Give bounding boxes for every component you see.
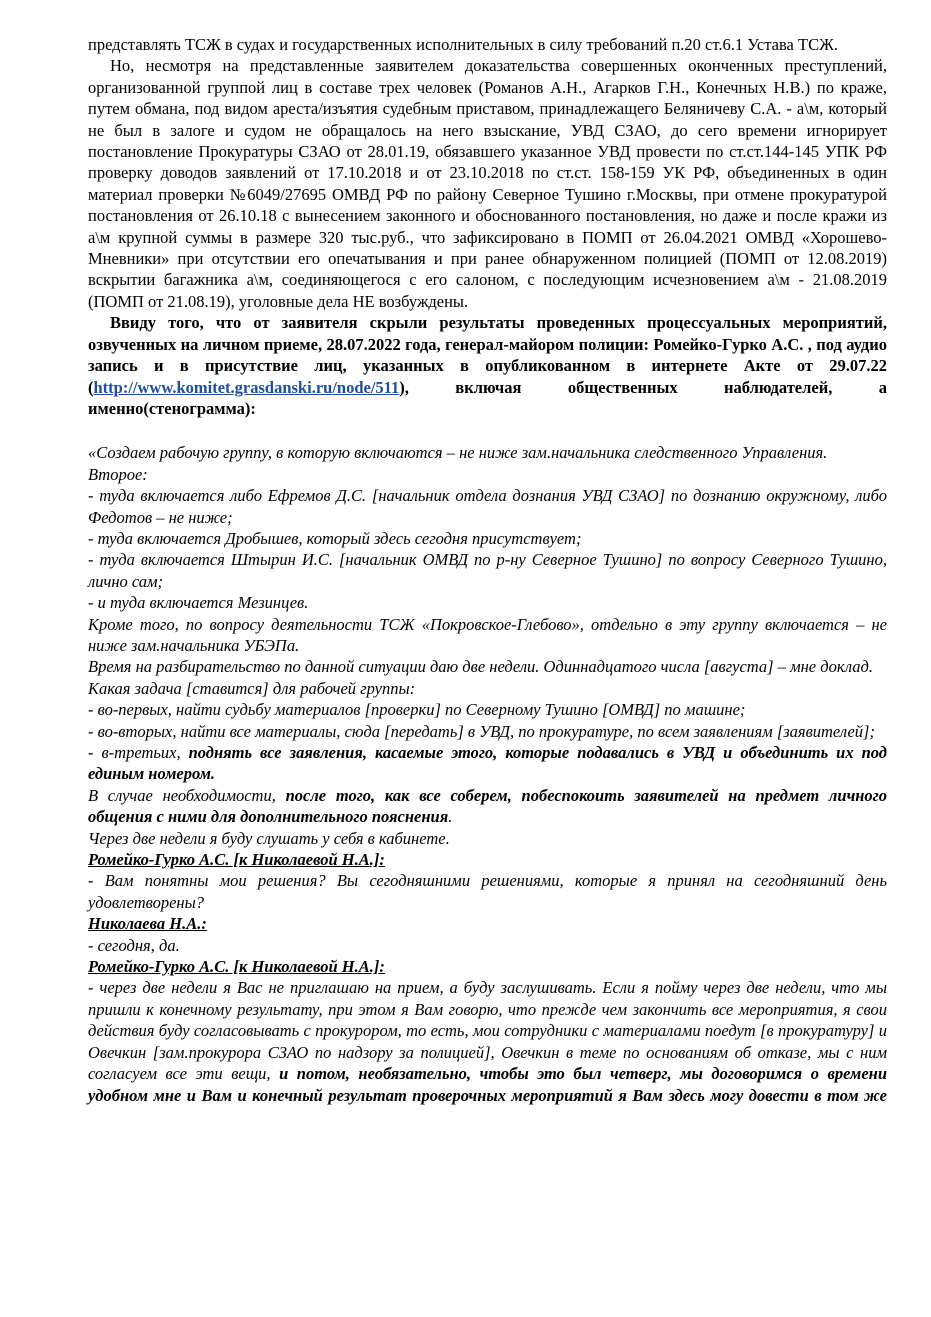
paragraph-2: Но, несмотря на представленные заявителем доказательства совершенных оконченных преступлений, организованной группой лиц в составе трех человек (Романов А.Н., Агарков Г.Н., Конечных Н.В.) по краже, путем обмана, под видом ареста/изъятия судебным приставом, принадлежащего Беляничеву С.А. - а\м, который не был в залоге и судом не обращалось на него взыскание, УВД СЗАО, до сего времени игнорирует постановление Прокуратуры СЗАО от 28.01.19, обязавшего указанное УВД провести по ст.ст.144-145 УПК РФ проверку доводов заявлений от 17.10.2018 и от 23.10.2018 по ст.ст. 158-159 УК РФ, объединенных в один материал проверки №6049/27695 ОМВД РФ по району Северное Тушино г.Москвы, при отмене прокуратурой постановления от 26.10.18 с вынесением законного и обоснованного постановления, но даже и после кражи из а\м крупной суммы в размере 320 тыс.руб., что зафиксировано в ПОМП от 26.04.2021 ОМВД «Хорошево-Мневники» при отсутствии его опечатывания и при ранее обнаруженном полицией (ПОМП от 12.08.2019) вскрытии багажника а\м, соединяющегося с его салоном, с последующим исчезновением а\м - 21.08.2019 (ПОМП от 21.08.19), уголовные дела НЕ возбуждены. [88, 56, 887, 311]
transcript-line-17 [88, 977, 887, 1105]
transcript-line-11: - во-вторых, найти все материалы, сюда [передать] в УВД, по прокуратуре, по всем заявлениям [заявителей]; [88, 721, 875, 741]
document-page [88, 34, 887, 1106]
speaker-label-2: Николаева Н.А.: [88, 914, 207, 934]
transcript-line-12-b: поднять все заявления, касаемые этого, которые подавались в УВД и объединить их под единым номером. [88, 743, 887, 784]
paragraph-3 [88, 312, 887, 419]
transcript-line-8: Время на разбирательство по данной ситуации даю две недели. Одиннадцатого числа [августа] – мне доклад. [88, 657, 874, 677]
transcript [88, 442, 887, 1106]
transcript-line-17-a: - через две недели я Вас не приглашаю на прием, а буду заслушивать. Если я пойму через две недели, что мы пришли к конечному результату, при этом я Вам говорю, что прежде чем закончить все мероприятия, я свои действия буду согласовывать с прокурором, то есть, мои сотрудники с материалами поедут [в прокуратуру] и Овечкин [зам.прокурора СЗАО по надзору за полицией], Овечкин в теме по основаниям об отказе, мы с ним согласуем все эти вещи, [88, 978, 887, 1084]
transcript-line-2: Второе: [88, 464, 148, 484]
transcript-line-15: - Вам понятны мои решения? Вы сегодняшними решениями, которые я принял на сегодняшний день удовлетворены? [88, 871, 887, 912]
transcript-line-12 [88, 742, 887, 785]
transcript-line-13-b: после того, как все соберем, побеспокоить заявителей на предмет личного общения с ними для дополнительного пояснения [88, 785, 887, 827]
transcript-line-1: «Создаем рабочую группу, в которую включаются – не ниже зам.начальника следственного Управления. [88, 443, 828, 463]
speaker-label-1: Ромейко-Гурко А.С. [к Николаевой Н.А.]: [88, 850, 385, 870]
spacer [88, 419, 887, 442]
transcript-line-13-c: . [448, 807, 453, 827]
paragraph-3-text-a: Ввиду того, что от заявителя скрыли результаты проведенных процессуальных мероприятий, озвученных на личном приеме, 28.07.2022 года, генерал-майором полиции: Ромейко-Гурко А.С. , под аудио запись и в присутствие лиц, указанных в опубликованном в интернете Акте от 29.07.22 ( [88, 313, 887, 397]
transcript-line-14: Через две недели я буду слушать у себя в кабинете. [88, 828, 450, 848]
transcript-line-3: - туда включается либо Ефремов Д.С. [начальник отдела дознания УВД СЗАО] по дознанию окружному, либо Федотов – не ниже; [88, 486, 887, 527]
transcript-line-5: - туда включается Штырин И.С. [начальник ОМВД по р-ну Северное Тушино] по вопросу Северного Тушино, лично сам; [88, 550, 887, 591]
paragraph-3-text-b: ), включая общественных наблюдателей, а именно(стенограмма): [88, 377, 887, 418]
transcript-line-17-b: и потом, необязательно, чтобы это был четверг, мы договоримся о времени удобном мне и Вам и конечный результат проверочных мероприятий я Вам здесь могу довести в том же [88, 1064, 887, 1105]
transcript-line-12-a: - в-третьих, [88, 743, 189, 762]
komitet-link[interactable]: http://www.komitet.grasdanski.ru/node/511 [93, 377, 400, 397]
transcript-line-10: - во-первых, найти судьбу материалов [проверки] по Северному Тушино [ОМВД] по машине; [88, 700, 746, 720]
speaker-label-3: Ромейко-Гурко А.С. [к Николаевой Н.А.]: [88, 957, 385, 977]
transcript-line-13-a: В случае необходимости, [88, 785, 286, 805]
transcript-line-7: Кроме того, по вопросу деятельности ТСЖ «Покровское-Глебово», отдельно в эту группу включается – не ниже зам.начальника УБЭПа. [88, 614, 887, 655]
transcript-line-4: - туда включается Дробышев, который здесь сегодня присутствует; [88, 528, 582, 548]
transcript-line-16: - сегодня, да. [88, 935, 180, 955]
transcript-line-9: Какая задача [ставится] для рабочей группы: [88, 678, 416, 698]
transcript-line-6: - и туда включается Мезинцев. [88, 593, 309, 613]
paragraph-1: представлять ТСЖ в судах и государственных исполнительных в силу требований п.20 ст.6.1 Устава ТСЖ. [88, 35, 838, 54]
transcript-line-13 [88, 785, 887, 828]
